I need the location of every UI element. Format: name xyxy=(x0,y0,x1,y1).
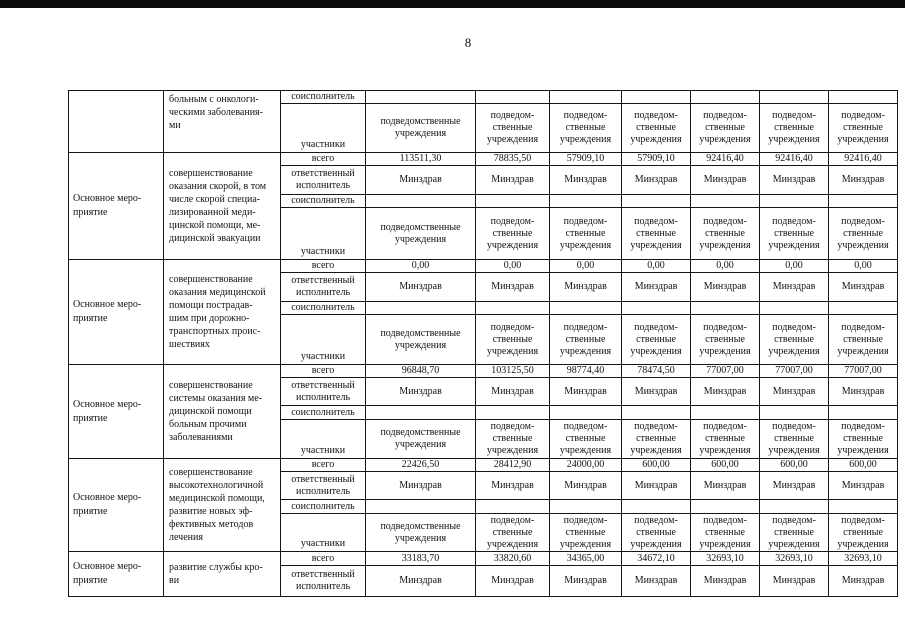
value-cell xyxy=(622,406,691,420)
value-cell xyxy=(829,406,898,420)
role-cell: всего xyxy=(281,365,366,378)
value-cell: Минздрав xyxy=(622,378,691,406)
value-cell: 113511,30 xyxy=(366,153,476,166)
role-cell: соисполнитель xyxy=(281,406,366,420)
value-cell xyxy=(760,500,829,514)
value-cell: Минздрав xyxy=(691,378,760,406)
value-cell: подведом- ственные учреждения xyxy=(550,315,622,365)
value-cell: 0,00 xyxy=(691,260,760,273)
value-cell xyxy=(476,302,550,315)
value-cell xyxy=(622,195,691,208)
value-cell: подведом- ственные учреждения xyxy=(691,104,760,153)
value-cell: 28412,90 xyxy=(476,459,550,472)
value-cell: 103125,50 xyxy=(476,365,550,378)
value-cell: 32693,10 xyxy=(691,552,760,566)
activity-cell: Основное меро- приятие xyxy=(69,365,164,459)
value-cell: 34365,00 xyxy=(550,552,622,566)
value-cell: Минздрав xyxy=(691,566,760,597)
value-cell: 92416,40 xyxy=(691,153,760,166)
role-cell: ответственный исполнитель xyxy=(281,472,366,500)
value-cell: Минздрав xyxy=(476,166,550,195)
program-table-body xyxy=(69,91,898,597)
value-cell: 57909,10 xyxy=(622,153,691,166)
value-cell xyxy=(691,406,760,420)
value-cell: 78835,50 xyxy=(476,153,550,166)
value-cell: Минздрав xyxy=(829,472,898,500)
value-cell: подведомственные учреждения xyxy=(366,514,476,552)
table-row xyxy=(69,552,898,566)
value-cell: подведом- ственные учреждения xyxy=(622,208,691,260)
value-cell: 600,00 xyxy=(760,459,829,472)
value-cell: подведом- ственные учреждения xyxy=(622,104,691,153)
role-cell: соисполнитель xyxy=(281,195,366,208)
value-cell: 0,00 xyxy=(366,260,476,273)
page-number: 8 xyxy=(464,35,472,50)
value-cell: подведомственные учреждения xyxy=(366,315,476,365)
value-cell: подведомственные учреждения xyxy=(366,104,476,153)
value-cell xyxy=(550,91,622,104)
value-cell xyxy=(366,91,476,104)
value-cell: подведом- ственные учреждения xyxy=(760,104,829,153)
value-cell: подведом- ственные учреждения xyxy=(760,514,829,552)
value-cell: Минздрав xyxy=(760,166,829,195)
value-cell xyxy=(829,500,898,514)
value-cell: подведом- ственные учреждения xyxy=(476,208,550,260)
role-cell: участники xyxy=(281,315,366,365)
value-cell: подведом- ственные учреждения xyxy=(476,104,550,153)
value-cell: 600,00 xyxy=(829,459,898,472)
value-cell: подведомственные учреждения xyxy=(366,208,476,260)
value-cell: Минздрав xyxy=(366,472,476,500)
value-cell: Минздрав xyxy=(760,378,829,406)
value-cell xyxy=(366,195,476,208)
activity-cell: Основное меро- приятие xyxy=(69,552,164,597)
value-cell xyxy=(622,500,691,514)
value-cell: подведом- ственные учреждения xyxy=(550,104,622,153)
value-cell: подведом- ственные учреждения xyxy=(550,514,622,552)
value-cell: 32693,10 xyxy=(760,552,829,566)
value-cell: Минздрав xyxy=(691,273,760,302)
role-cell: всего xyxy=(281,153,366,166)
value-cell: 0,00 xyxy=(760,260,829,273)
value-cell: Минздрав xyxy=(366,273,476,302)
value-cell xyxy=(366,406,476,420)
table-row xyxy=(69,91,898,104)
description-cell: совершенствование высокотехнологичной медицинской помощи, развитие новых эф- фективных методов лечения xyxy=(164,459,281,552)
value-cell xyxy=(622,91,691,104)
role-cell: участники xyxy=(281,514,366,552)
value-cell: Минздрав xyxy=(760,566,829,597)
value-cell xyxy=(550,195,622,208)
role-cell: соисполнитель xyxy=(281,91,366,104)
activity-cell xyxy=(69,91,164,153)
activity-cell: Основное меро- приятие xyxy=(69,459,164,552)
value-cell xyxy=(550,500,622,514)
value-cell xyxy=(622,302,691,315)
value-cell: 600,00 xyxy=(691,459,760,472)
value-cell: подведом- ственные учреждения xyxy=(829,420,898,459)
value-cell xyxy=(691,302,760,315)
value-cell: 77007,00 xyxy=(829,365,898,378)
value-cell: подведом- ственные учреждения xyxy=(550,420,622,459)
value-cell xyxy=(476,91,550,104)
value-cell xyxy=(366,500,476,514)
value-cell: 78474,50 xyxy=(622,365,691,378)
value-cell xyxy=(760,406,829,420)
value-cell: подведом- ственные учреждения xyxy=(476,315,550,365)
value-cell: Минздрав xyxy=(691,166,760,195)
value-cell: подведомственные учреждения xyxy=(366,420,476,459)
value-cell: подведом- ственные учреждения xyxy=(760,315,829,365)
value-cell xyxy=(476,500,550,514)
value-cell: Минздрав xyxy=(550,472,622,500)
value-cell: подведом- ственные учреждения xyxy=(760,208,829,260)
value-cell: Минздрав xyxy=(550,378,622,406)
value-cell: Минздрав xyxy=(366,166,476,195)
role-cell: участники xyxy=(281,420,366,459)
value-cell: Минздрав xyxy=(550,166,622,195)
value-cell: подведом- ственные учреждения xyxy=(622,514,691,552)
value-cell: 22426,50 xyxy=(366,459,476,472)
value-cell: Минздрав xyxy=(366,566,476,597)
value-cell: подведом- ственные учреждения xyxy=(829,315,898,365)
value-cell: Минздрав xyxy=(691,472,760,500)
value-cell xyxy=(476,195,550,208)
value-cell: 600,00 xyxy=(622,459,691,472)
value-cell: 0,00 xyxy=(622,260,691,273)
value-cell: Минздрав xyxy=(622,566,691,597)
description-cell: совершенствование оказания медицинской помощи пострадав- шим при дорожно- транспортных проис- шествиях xyxy=(164,260,281,365)
program-table xyxy=(68,90,898,597)
value-cell: Минздрав xyxy=(829,566,898,597)
value-cell: Минздрав xyxy=(829,166,898,195)
role-cell: всего xyxy=(281,552,366,566)
value-cell xyxy=(760,195,829,208)
role-cell: соисполнитель xyxy=(281,500,366,514)
activity-cell: Основное меро- приятие xyxy=(69,260,164,365)
role-cell: ответственный исполнитель xyxy=(281,378,366,406)
description-cell: развитие службы кро- ви xyxy=(164,552,281,597)
value-cell: Минздрав xyxy=(476,566,550,597)
value-cell: 98774,40 xyxy=(550,365,622,378)
value-cell xyxy=(366,302,476,315)
value-cell: подведом- ственные учреждения xyxy=(829,104,898,153)
value-cell: 77007,00 xyxy=(760,365,829,378)
value-cell xyxy=(760,91,829,104)
value-cell: 0,00 xyxy=(829,260,898,273)
value-cell: Минздрав xyxy=(550,566,622,597)
value-cell: 32693,10 xyxy=(829,552,898,566)
value-cell: подведом- ственные учреждения xyxy=(691,315,760,365)
value-cell xyxy=(476,406,550,420)
value-cell: Минздрав xyxy=(550,273,622,302)
activity-cell: Основное меро- приятие xyxy=(69,153,164,260)
value-cell: 96848,70 xyxy=(366,365,476,378)
value-cell: Минздрав xyxy=(622,166,691,195)
value-cell: Минздрав xyxy=(829,378,898,406)
value-cell: подведом- ственные учреждения xyxy=(691,420,760,459)
value-cell: подведом- ственные учреждения xyxy=(622,315,691,365)
value-cell xyxy=(760,302,829,315)
role-cell: всего xyxy=(281,260,366,273)
role-cell: всего xyxy=(281,459,366,472)
value-cell: Минздрав xyxy=(622,472,691,500)
value-cell: 34672,10 xyxy=(622,552,691,566)
value-cell: 33183,70 xyxy=(366,552,476,566)
value-cell: Минздрав xyxy=(476,273,550,302)
value-cell xyxy=(691,500,760,514)
value-cell: Минздрав xyxy=(829,273,898,302)
value-cell: подведом- ственные учреждения xyxy=(691,514,760,552)
value-cell: подведом- ственные учреждения xyxy=(476,514,550,552)
value-cell: 92416,40 xyxy=(760,153,829,166)
value-cell: подведом- ственные учреждения xyxy=(829,514,898,552)
value-cell xyxy=(829,91,898,104)
value-cell: 0,00 xyxy=(550,260,622,273)
value-cell: Минздрав xyxy=(760,273,829,302)
value-cell: Минздрав xyxy=(476,378,550,406)
value-cell: Минздрав xyxy=(476,472,550,500)
value-cell: подведом- ственные учреждения xyxy=(550,208,622,260)
value-cell: 33820,60 xyxy=(476,552,550,566)
value-cell: подведом- ственные учреждения xyxy=(691,208,760,260)
value-cell: Минздрав xyxy=(760,472,829,500)
description-cell: больным с онкологи- ческими заболевания- ми xyxy=(164,91,281,153)
table-row xyxy=(69,459,898,472)
description-cell: совершенствование системы оказания ме- дицинской помощи больным прочими заболеваниями xyxy=(164,365,281,459)
value-cell: 0,00 xyxy=(476,260,550,273)
role-cell: ответственный исполнитель xyxy=(281,273,366,302)
value-cell: подведом- ственные учреждения xyxy=(829,208,898,260)
value-cell: 24000,00 xyxy=(550,459,622,472)
value-cell xyxy=(550,302,622,315)
role-cell: ответственный исполнитель xyxy=(281,166,366,195)
value-cell: подведом- ственные учреждения xyxy=(622,420,691,459)
value-cell: подведом- ственные учреждения xyxy=(760,420,829,459)
value-cell: подведом- ственные учреждения xyxy=(476,420,550,459)
value-cell xyxy=(550,406,622,420)
value-cell: Минздрав xyxy=(622,273,691,302)
value-cell: 57909,10 xyxy=(550,153,622,166)
value-cell xyxy=(829,302,898,315)
value-cell: 92416,40 xyxy=(829,153,898,166)
scan-top-edge xyxy=(0,0,905,8)
value-cell xyxy=(691,195,760,208)
role-cell: участники xyxy=(281,104,366,153)
role-cell: участники xyxy=(281,208,366,260)
table-row xyxy=(69,365,898,378)
value-cell: 77007,00 xyxy=(691,365,760,378)
table-row xyxy=(69,260,898,273)
role-cell: соисполнитель xyxy=(281,302,366,315)
value-cell xyxy=(829,195,898,208)
role-cell: ответственный исполнитель xyxy=(281,566,366,597)
value-cell: Минздрав xyxy=(366,378,476,406)
description-cell: совершенствование оказания скорой, в том числе скорой специа- лизированной меди- цинской помощи, ме- дицинской эвакуации xyxy=(164,153,281,260)
table-row xyxy=(69,153,898,166)
value-cell xyxy=(691,91,760,104)
